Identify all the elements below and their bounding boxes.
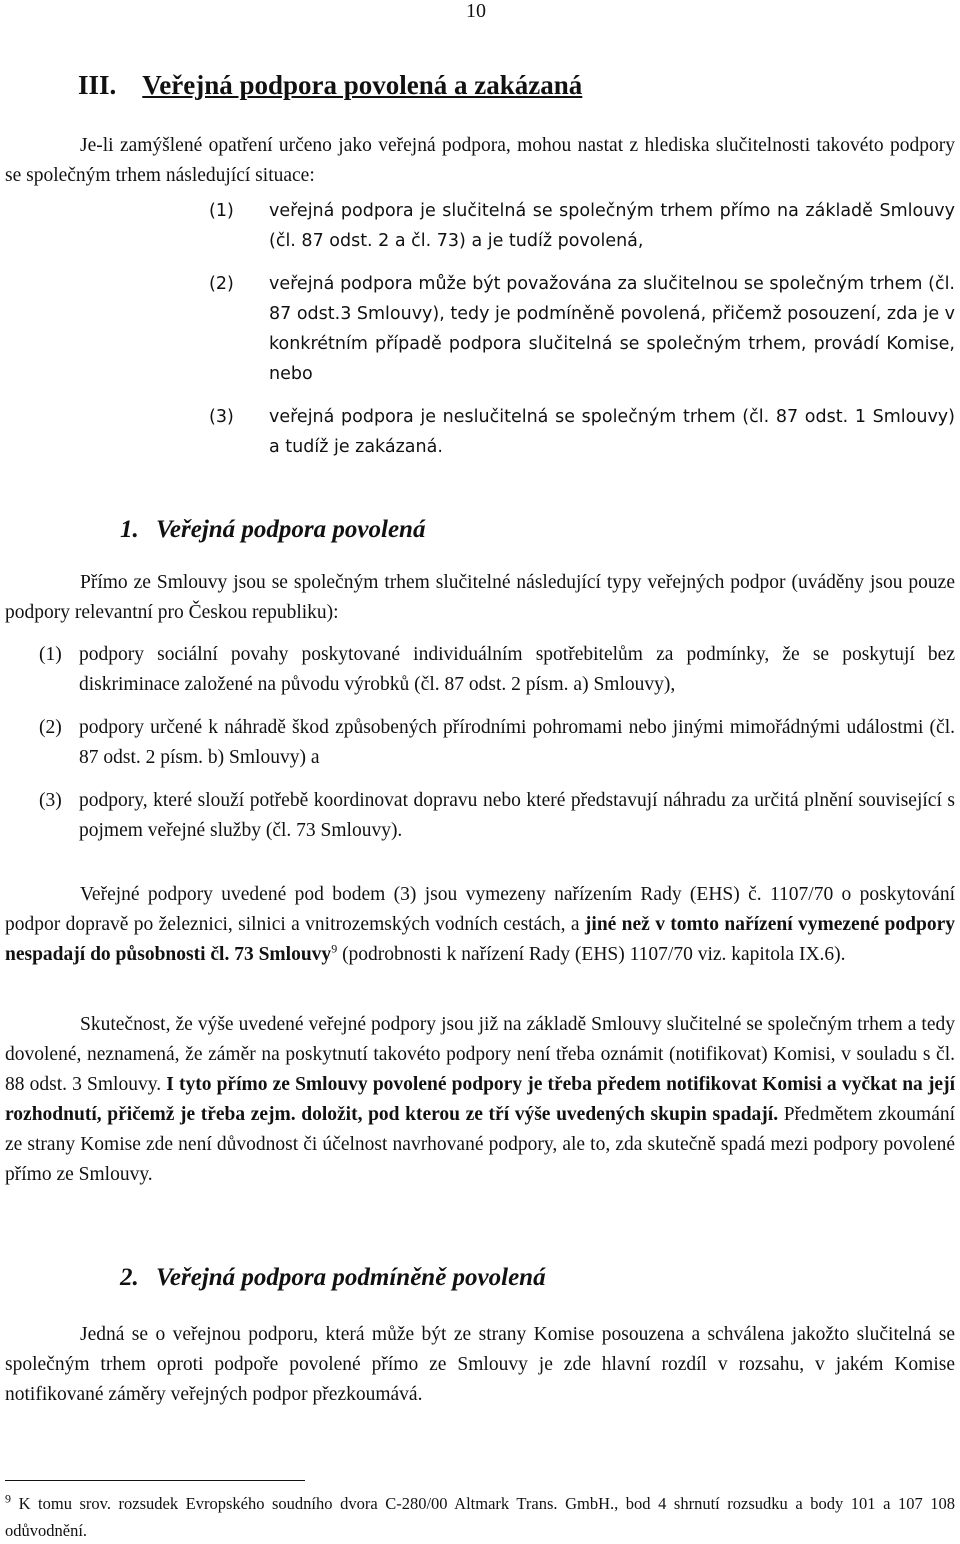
- intro-paragraph: Je-li zamýšlené opatření určeno jako veřejná podpora, mohou nastat z hlediska slučitelnosti takovéto podpory se společným trhem následující situace:: [5, 135, 955, 186]
- transport-paragraph: [5, 880, 955, 970]
- list-item-number: (1): [39, 644, 62, 665]
- page-number: 10: [466, 0, 486, 22]
- section-heading: [78, 70, 582, 101]
- subsection-number: 2.: [120, 1264, 139, 1291]
- list-item: [5, 713, 955, 773]
- text-run: Veřejné podpory uvedené pod bodem (3) jsou vymezeny nařízením Rady (EHS) č. 1107/70 o poskytování podpor dopravě po železnici, silnici a vnitrozemských vodních cestách, a: [5, 884, 955, 935]
- list-item-text: podpory, které slouží potřebě koordinovat dopravu nebo které představují náhradu za určitá plnění související s pojmem veřejné služby (čl. 73 Smlouvy).: [79, 790, 955, 841]
- footnote-number: 9: [5, 1491, 11, 1506]
- list-item-number: (1): [209, 201, 234, 221]
- subsection-heading-2: [120, 1264, 546, 1292]
- list-item-text: veřejná podpora je neslučitelná se společným trhem (čl. 87 odst. 1 Smlouvy) a tudíž je zakázaná.: [269, 407, 955, 457]
- list-item-number: (3): [39, 790, 62, 811]
- subsection-title: Veřejná podpora podmíněně povolená: [156, 1264, 546, 1291]
- bold-text: I tyto přímo ze Smlouvy povolené podpory je třeba předem notifikovat Komisi a vyčkat na její rozhodnutí, přičemž je třeba zejm. doložit, pod kterou ze tří výše uvedených skupin spadají.: [5, 1074, 955, 1125]
- permitted-types-list: [5, 640, 955, 846]
- footnote-ref: 9: [331, 941, 338, 956]
- text-run: (podrobnosti k nařízení Rady (EHS) 1107/70 viz. kapitola IX.6).: [337, 944, 846, 965]
- list-item-number: (2): [39, 717, 62, 738]
- list-item: [5, 196, 955, 256]
- footnote-text: K tomu srov. rozsudek Evropského soudního dvora C-280/00 Altmark Trans. GmbH., bod 4 shrnutí rozsudku a body 101 a 107 108 odůvodnění.: [5, 1494, 956, 1540]
- subsection-2-text: Jedná se o veřejnou podporu, která může být ze strany Komise posouzena a schválena jakožto slučitelná se společným trhem oproti podpoře povolené přímo ze Smlouvy je zde hlavní rozdíl v rozsahu, v jakém Komise notifikované záměry veřejných podpor přezkoumává.: [5, 1324, 955, 1405]
- text-run: Předmětem zkoumání ze strany Komise zde není důvodnost či účelnost navrhované podpory, ale to, zda skutečně spadá mezi podpory povolené přímo ze Smlouvy.: [5, 1104, 956, 1185]
- list-item: [5, 786, 955, 846]
- list-item-text: veřejná podpora může být považována za slučitelnou se společným trhem (čl. 87 odst.3 Smlouvy), tedy je podmíněně povolená, přičemž posouzení, zda je v konkrétním případě podpora slučitelná se společným trhem, provádí Komise, nebo: [269, 274, 956, 384]
- list-item: [5, 640, 955, 700]
- section-number: III.: [78, 70, 117, 100]
- footnote: [5, 1490, 955, 1544]
- subsection-title: Veřejná podpora povolená: [156, 516, 426, 543]
- footnote-divider: [5, 1480, 305, 1481]
- subsection-number: 1.: [120, 516, 139, 543]
- notification-paragraph: [5, 1010, 955, 1190]
- list-item-number: (3): [209, 407, 234, 427]
- list-item-text: veřejná podpora je slučitelná se společným trhem přímo na základě Smlouvy (čl. 87 odst. 2 a čl. 73) a je tudíž povolená,: [269, 201, 955, 251]
- list-item-text: podpory určené k náhradě škod způsobených přírodními pohromami nebo jinými mimořádnými událostmi (čl. 87 odst. 2 písm. b) Smlouvy) a: [79, 717, 955, 768]
- list-item: [5, 402, 955, 462]
- section-title: Veřejná podpora povolená a zakázaná: [142, 70, 583, 100]
- situations-list: [5, 196, 955, 462]
- list-item: [5, 269, 955, 389]
- list-item-text: podpory sociální povahy poskytované individuálním spotřebitelům za podmínky, že se poskytují bez diskriminace založené na původu výrobků (čl. 87 odst. 2 písm. a) Smlouvy),: [79, 644, 955, 695]
- subsection-heading-1: [120, 516, 425, 544]
- text-run: Skutečnost, že výše uvedené veřejné podpory jsou již na základě Smlouvy slučitelné se společným trhem a tedy dovolené, neznamená, že záměr na poskytnutí takovéto podpory není třeba oznámit (notifikovat) Komisi, v souladu s čl. 88 odst. 3 Smlouvy.: [5, 1014, 955, 1095]
- bold-text: jiné než v tomto nařízení vymezené podpory nespadají do působnosti čl. 73 Smlouvy: [5, 914, 955, 965]
- subsection-1-intro: Přímo ze Smlouvy jsou se společným trhem slučitelné následující typy veřejných podpor (uváděny jsou pouze podpory relevantní pro Českou republiku):: [5, 572, 955, 623]
- list-item-number: (2): [209, 274, 234, 294]
